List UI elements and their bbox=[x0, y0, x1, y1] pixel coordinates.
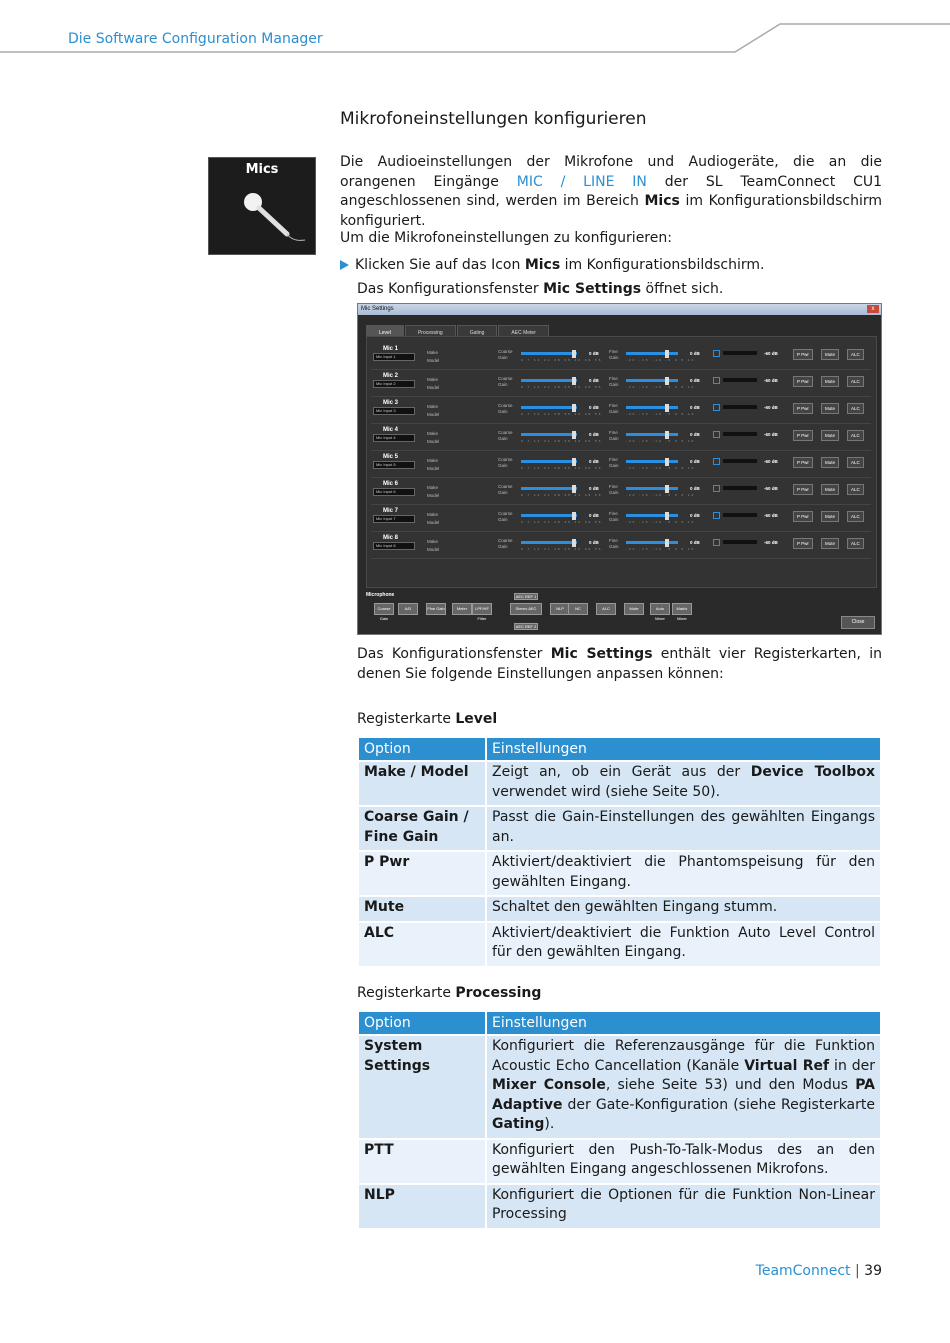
page-footer: TeamConnect | 39 bbox=[755, 1263, 882, 1279]
alc-button: ALC bbox=[847, 457, 864, 468]
table-row: Mute Schaltet den gewählten Eingang stumm. bbox=[359, 897, 880, 921]
phantom-power-button: P Pwr bbox=[793, 403, 813, 414]
mic-input-field: Mic Input 8 bbox=[373, 542, 415, 550]
mic-row: Mic 5 Mic Input 5 Make Model Coarse Gain 0 7 14 21 28 35 42 49 56 0 dB Fine Gain -20 -15 -10 -5 0 5 10 0 dB -60 dB P Pwr Mute ALC bbox=[371, 451, 871, 478]
window-close-icon: x bbox=[867, 305, 879, 313]
phantom-power-button: P Pwr bbox=[793, 430, 813, 441]
mute-button: Mute bbox=[821, 403, 839, 414]
chain-block: ALC bbox=[596, 603, 616, 615]
coarse-gain-slider bbox=[521, 406, 577, 409]
level-meter bbox=[723, 351, 757, 355]
table-row: P Pwr Aktiviert/deaktiviert die Phantomspeisung für den gewählten Eingang. bbox=[359, 852, 880, 895]
level-table-caption: Registerkarte Level bbox=[357, 711, 498, 727]
step-result: Das Konfigurationsfenster Mic Settings öffnet sich. bbox=[357, 281, 724, 297]
alc-button: ALC bbox=[847, 376, 864, 387]
level-meter bbox=[723, 432, 757, 436]
mic-row: Mic 2 Mic Input 2 Make Model Coarse Gain 0 7 14 21 28 35 42 49 56 0 dB Fine Gain -20 -15 -10 -5 0 5 10 0 dB -60 dB P Pwr Mute ALC bbox=[371, 370, 871, 397]
coarse-gain-slider bbox=[521, 541, 577, 544]
coarse-gain-slider bbox=[521, 514, 577, 517]
chain-block: Coarse Gain bbox=[374, 603, 394, 615]
mic-row: Mic 1 Mic Input 1 Make Model Coarse Gain 0 7 14 21 28 35 42 49 56 0 dB Fine Gain -20 -15 -10 -5 0 5 10 0 dB -60 dB P Pwr Mute ALC bbox=[371, 343, 871, 370]
page-number: 39 bbox=[864, 1263, 882, 1279]
phantom-power-button: P Pwr bbox=[793, 511, 813, 522]
fine-gain-slider bbox=[626, 460, 678, 463]
fine-gain-slider bbox=[626, 352, 678, 355]
phantom-power-button: P Pwr bbox=[793, 457, 813, 468]
section-header: Die Software Configuration Manager bbox=[68, 31, 323, 47]
mute-button: Mute bbox=[821, 349, 839, 360]
chain-block: Fine Gain bbox=[426, 603, 446, 615]
mic-name: Mic 5 bbox=[383, 454, 399, 460]
mic-name: Mic 6 bbox=[383, 481, 399, 487]
header-rule bbox=[0, 0, 950, 60]
coarse-gain-slider bbox=[521, 379, 577, 382]
mic-name: Mic 1 bbox=[383, 346, 399, 352]
close-button: Close bbox=[841, 616, 875, 629]
processing-options-table bbox=[357, 1010, 882, 1230]
fine-gain-slider bbox=[626, 487, 678, 490]
alc-button: ALC bbox=[847, 511, 864, 522]
column-header-settings: Einstellungen bbox=[487, 1012, 880, 1034]
fine-gain-slider bbox=[626, 379, 678, 382]
intro-paragraph: Die Audioeinstellungen der Mikrofone und Audiogeräte, die an die orangenen Eingänge MIC / LINE IN der SL TeamConnect CU1 angeschlossenen sind, werden im Bereich Mics im Konfigurationsbildschirm konfiguriert. bbox=[340, 154, 883, 229]
chain-block: Mute bbox=[624, 603, 644, 615]
tab-gating: Gating bbox=[457, 325, 498, 341]
coarse-gain-slider bbox=[521, 352, 577, 355]
mic-name: Mic 8 bbox=[383, 535, 399, 541]
tab-bar bbox=[366, 321, 550, 335]
column-header-option: Option bbox=[359, 738, 485, 760]
mic-input-field: Mic Input 3 bbox=[373, 407, 415, 415]
signal-chain-title: Microphone bbox=[366, 592, 395, 598]
tabs-description: Das Konfigurationsfenster Mic Settings enthält vier Registerkarten, in denen Sie folgende Einstellungen anpassen können: bbox=[357, 646, 882, 682]
table-row: PTT Konfiguriert den Push-To-Talk-Modus des an den gewählten Eingang angeschlossenen Mikrofons. bbox=[359, 1140, 880, 1183]
level-meter bbox=[723, 378, 757, 382]
alc-button: ALC bbox=[847, 538, 864, 549]
chain-block: NLP bbox=[550, 603, 570, 615]
phantom-power-button: P Pwr bbox=[793, 376, 813, 387]
microphone-icon bbox=[209, 158, 317, 256]
coarse-gain-slider bbox=[521, 487, 577, 490]
level-meter bbox=[723, 459, 757, 463]
chain-block: A/D bbox=[398, 603, 418, 615]
chain-block: NC bbox=[568, 603, 588, 615]
mic-row: Mic 4 Mic Input 4 Make Model Coarse Gain 0 7 14 21 28 35 42 49 56 0 dB Fine Gain -20 -15 -10 -5 0 5 10 0 dB -60 dB P Pwr Mute ALC bbox=[371, 424, 871, 451]
mic-input-field: Mic Input 6 bbox=[373, 488, 415, 496]
processing-table-caption: Registerkarte Processing bbox=[357, 985, 542, 1001]
fine-gain-slider bbox=[626, 541, 678, 544]
mics-icon-label: Mics bbox=[245, 162, 279, 177]
footer-brand: TeamConnect bbox=[755, 1263, 851, 1279]
window-titlebar: Mic Settings x bbox=[358, 304, 881, 315]
mic-name: Mic 7 bbox=[383, 508, 399, 514]
column-header-option: Option bbox=[359, 1012, 485, 1034]
coarse-gain-slider bbox=[521, 460, 577, 463]
tab-level: Level bbox=[366, 325, 404, 341]
bullet-arrow-icon bbox=[340, 260, 349, 270]
fine-gain-slider bbox=[626, 406, 678, 409]
tab-processing: Processing bbox=[405, 325, 456, 341]
aec-ref-label: AEC REF 1 bbox=[515, 594, 537, 599]
alc-button: ALC bbox=[847, 403, 864, 414]
mic-row: Mic 3 Mic Input 3 Make Model Coarse Gain 0 7 14 21 28 35 42 49 56 0 dB Fine Gain -20 -15 -10 -5 0 5 10 0 dB -60 dB P Pwr Mute ALC bbox=[371, 397, 871, 424]
table-row: NLP Konfiguriert die Optionen für die Funktion Non-Linear Processing bbox=[359, 1185, 880, 1228]
chain-block: Meter bbox=[452, 603, 472, 615]
level-options-table bbox=[357, 736, 882, 968]
fine-gain-slider bbox=[626, 433, 678, 436]
phantom-power-button: P Pwr bbox=[793, 349, 813, 360]
signal-chain bbox=[366, 592, 875, 632]
level-meter bbox=[723, 486, 757, 490]
mute-button: Mute bbox=[821, 511, 839, 522]
mute-button: Mute bbox=[821, 538, 839, 549]
instruction-lead: Um die Mikrofoneinstellungen zu konfigurieren: bbox=[340, 230, 672, 246]
alc-button: ALC bbox=[847, 484, 864, 495]
mute-button: Mute bbox=[821, 484, 839, 495]
table-row: Make / Model Zeigt an, ob ein Gerät aus der Device Toolbox verwendet wird (siehe Seite 50). bbox=[359, 762, 880, 805]
aec-ref-label: AEC REF 2 bbox=[515, 624, 537, 629]
column-header-settings: Einstellungen bbox=[487, 738, 880, 760]
mic-row: Mic 7 Mic Input 7 Make Model Coarse Gain 0 7 14 21 28 35 42 49 56 0 dB Fine Gain -20 -15 -10 -5 0 5 10 0 dB -60 dB P Pwr Mute ALC bbox=[371, 505, 871, 532]
mute-button: Mute bbox=[821, 376, 839, 387]
phantom-power-button: P Pwr bbox=[793, 484, 813, 495]
chain-block: Stereo AEC bbox=[510, 603, 542, 615]
mic-row: Mic 8 Mic Input 8 Make Model Coarse Gain 0 7 14 21 28 35 42 49 56 0 dB Fine Gain -20 -15 -10 -5 0 5 10 0 dB -60 dB P Pwr Mute ALC bbox=[371, 532, 871, 559]
mic-line-in-term: MIC / LINE IN bbox=[516, 173, 647, 190]
mic-rows-panel bbox=[366, 336, 877, 588]
mic-input-field: Mic Input 5 bbox=[373, 461, 415, 469]
mic-name: Mic 4 bbox=[383, 427, 399, 433]
chain-block: Auto Mixer bbox=[650, 603, 670, 615]
alc-button: ALC bbox=[847, 349, 864, 360]
chain-block: Matrix Mixer bbox=[672, 603, 692, 615]
coarse-gain-slider bbox=[521, 433, 577, 436]
mic-settings-screenshot bbox=[357, 303, 882, 635]
mics-icon bbox=[208, 157, 316, 255]
alc-button: ALC bbox=[847, 430, 864, 441]
mic-input-field: Mic Input 2 bbox=[373, 380, 415, 388]
phantom-power-button: P Pwr bbox=[793, 538, 813, 549]
mic-name: Mic 3 bbox=[383, 400, 399, 406]
mic-name: Mic 2 bbox=[383, 373, 399, 379]
mic-row: Mic 6 Mic Input 6 Make Model Coarse Gain 0 7 14 21 28 35 42 49 56 0 dB Fine Gain -20 -15 -10 -5 0 5 10 0 dB -60 dB P Pwr Mute ALC bbox=[371, 478, 871, 505]
level-meter bbox=[723, 513, 757, 517]
mute-button: Mute bbox=[821, 430, 839, 441]
level-meter bbox=[723, 405, 757, 409]
step-item: Klicken Sie auf das Icon Mics im Konfigurationsbildschirm. bbox=[340, 257, 764, 273]
level-meter bbox=[723, 540, 757, 544]
mic-input-field: Mic Input 7 bbox=[373, 515, 415, 523]
fine-gain-slider bbox=[626, 514, 678, 517]
table-row: ALC Aktiviert/deaktiviert die Funktion Auto Level Control für den gewählten Eingang. bbox=[359, 923, 880, 966]
mic-input-field: Mic Input 4 bbox=[373, 434, 415, 442]
page-title: Mikrofoneinstellungen konfigurieren bbox=[340, 109, 647, 129]
table-row: Coarse Gain / Fine Gain Passt die Gain-Einstellungen des gewählten Eingangs an. bbox=[359, 807, 880, 850]
chain-block: LPF/HF Filter bbox=[472, 603, 492, 615]
mute-button: Mute bbox=[821, 457, 839, 468]
mic-input-field: Mic Input 1 bbox=[373, 353, 415, 361]
tab-aec-meter: AEC Meter bbox=[498, 325, 548, 341]
table-row: System Settings Konfiguriert die Referenzausgänge für die Funktion Acoustic Echo Cancellation (Kanäle Virtual Ref in der Mixer Console, siehe Seite 53) und den Modus PA Adaptive der Gate-Konfiguration (siehe Registerkarte Gating). bbox=[359, 1036, 880, 1138]
